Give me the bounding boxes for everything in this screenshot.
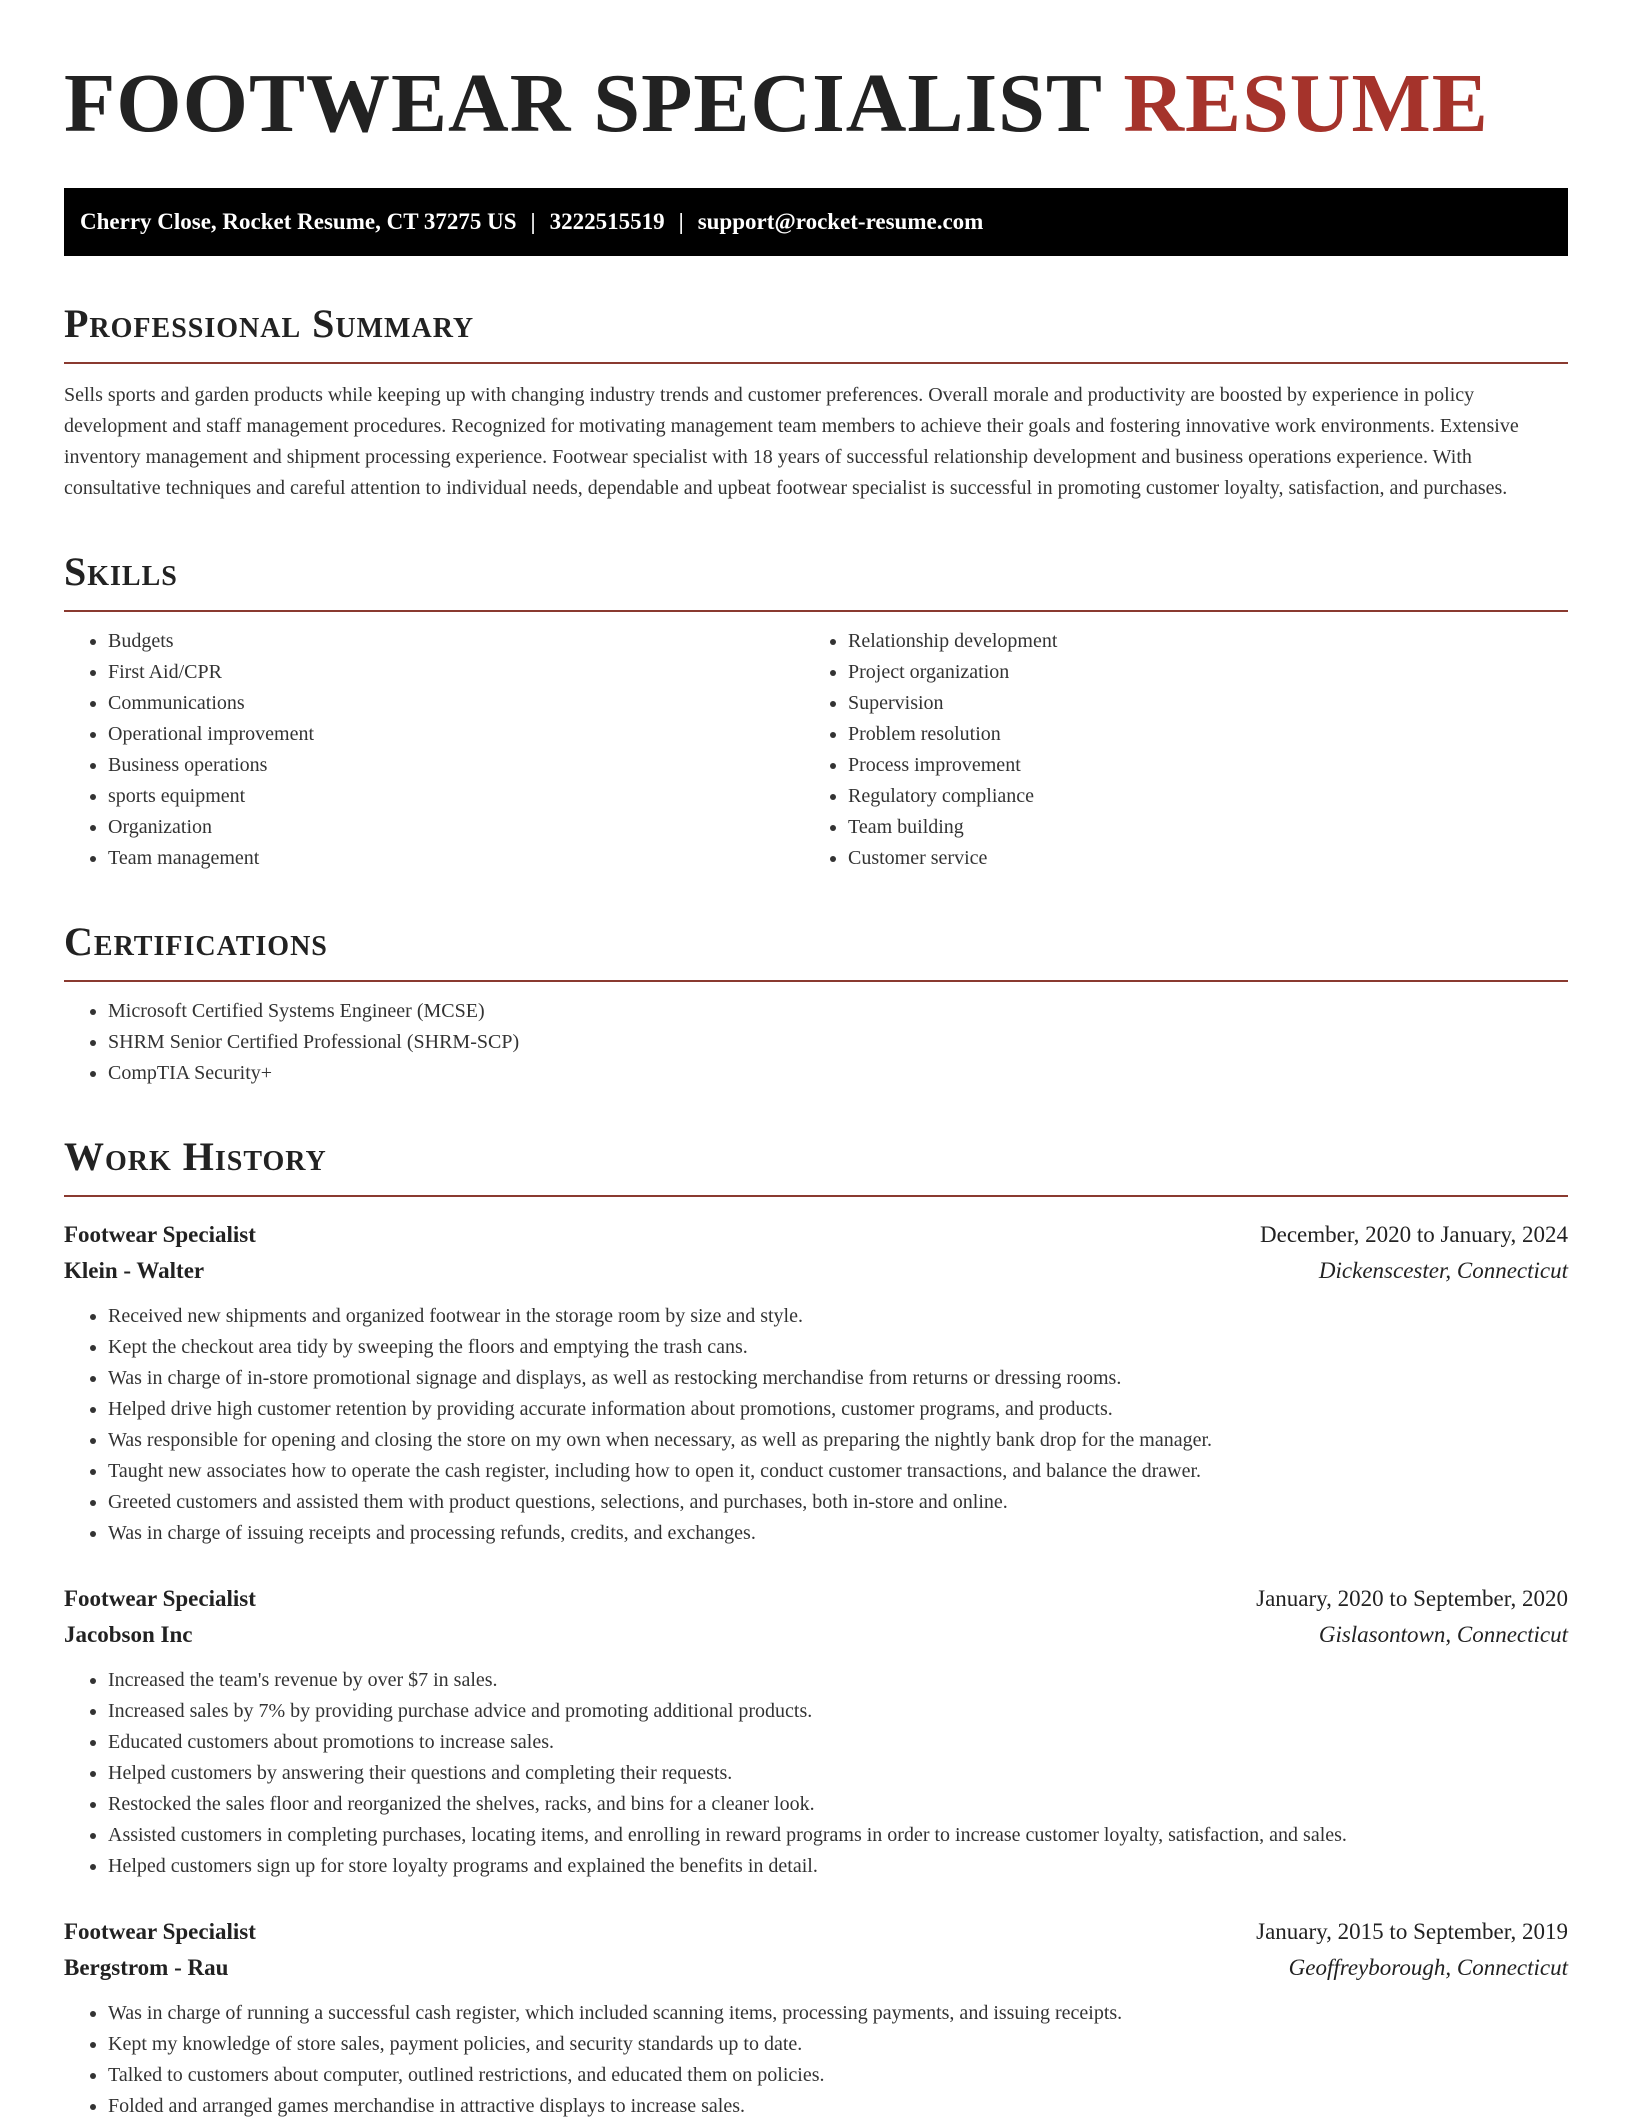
job-bullet: • Was in charge of running a successful cash register, which included scanning items, processing payments, and issuing receipts.: [108, 1998, 1568, 2029]
skill-item: • Team management: [108, 843, 804, 874]
certification-item: • SHRM Senior Certified Professional (SHRM-SCP): [108, 1027, 1568, 1058]
skill-item: • Team building: [848, 812, 1544, 843]
skill-item: • Business operations: [108, 750, 804, 781]
title-accent: RESUME: [1123, 57, 1489, 150]
job-company: Jacobson Inc: [64, 1622, 193, 1647]
job-subheader-row: [64, 1950, 1568, 1986]
skills-section: [64, 548, 1568, 874]
resume-title: [64, 56, 1568, 152]
skill-item: • Budgets: [108, 626, 804, 657]
job-bullets: [64, 1665, 1568, 1882]
skills-grid: [64, 626, 1568, 874]
job-bullet: • Increased the team's revenue by over $7 in sales.: [108, 1665, 1568, 1696]
job-header-row: [64, 1217, 1568, 1253]
job-company: Bergstrom - Rau: [64, 1955, 229, 1980]
job-bullet: • Folded and arranged games merchandise in attractive displays to increase sales.: [108, 2091, 1568, 2122]
job-title: Footwear Specialist: [64, 1222, 256, 1247]
job-bullet: • Restocked the sales floor and reorganized the shelves, racks, and bins for a cleaner look.: [108, 1789, 1568, 1820]
certification-item: • CompTIA Security+: [108, 1058, 1568, 1089]
contact-bar: [64, 188, 1568, 256]
skill-item: • Supervision: [848, 688, 1544, 719]
job-bullet: • Educated customers about promotions to increase sales.: [108, 1727, 1568, 1758]
section-heading: Professional Summary: [64, 300, 1568, 364]
job-bullet: • Received new shipments and organized footwear in the storage room by size and style.: [108, 1301, 1568, 1332]
job-subheader-row: [64, 1617, 1568, 1653]
skill-item: • Communications: [108, 688, 804, 719]
job-location: Geoffreyborough, Connecticut: [1288, 1955, 1568, 1980]
job-entry: [64, 1217, 1568, 1549]
job-bullet: • Increased sales by 7% by providing purchase advice and promoting additional products.: [108, 1696, 1568, 1727]
certification-item: • Microsoft Certified Systems Engineer (MCSE): [108, 996, 1568, 1027]
work-history-section: [64, 1133, 1568, 2122]
job-bullets: [64, 1998, 1568, 2122]
job-bullet: • Was responsible for opening and closing the store on my own when necessary, as well as preparing the nightly bank drop for the manager.: [108, 1425, 1568, 1456]
job-dates: December, 2020 to January, 2024: [1260, 1222, 1568, 1247]
job-bullet: • Was in charge of in-store promotional signage and displays, as well as restocking merchandise from returns or dressing rooms.: [108, 1363, 1568, 1394]
skill-item: • Project organization: [848, 657, 1544, 688]
contact-separator: |: [678, 209, 684, 234]
job-dates: January, 2020 to September, 2020: [1256, 1586, 1568, 1611]
job-bullets: [64, 1301, 1568, 1549]
contact-phone: 3222515519: [549, 209, 665, 234]
skill-item: • Regulatory compliance: [848, 781, 1544, 812]
skills-list-right: [804, 626, 1544, 874]
title-main: FOOTWEAR SPECIALIST: [64, 57, 1102, 150]
job-header-row: [64, 1581, 1568, 1617]
job-bullet: • Taught new associates how to operate the cash register, including how to open it, conduct customer transactions, and balance the drawer.: [108, 1456, 1568, 1487]
job-entry: [64, 1914, 1568, 2122]
skill-item: • Process improvement: [848, 750, 1544, 781]
professional-summary-section: [64, 300, 1568, 504]
skill-item: • Operational improvement: [108, 719, 804, 750]
job-bullet: • Helped drive high customer retention by providing accurate information about promotions, customer programs, and products.: [108, 1394, 1568, 1425]
skill-item: • Organization: [108, 812, 804, 843]
job-bullet: • Talked to customers about computer, outlined restrictions, and educated them on policies.: [108, 2060, 1568, 2091]
job-dates: January, 2015 to September, 2019: [1256, 1919, 1568, 1944]
job-header-row: [64, 1914, 1568, 1950]
job-title: Footwear Specialist: [64, 1919, 256, 1944]
job-bullet: • Was in charge of issuing receipts and processing refunds, credits, and exchanges.: [108, 1518, 1568, 1549]
job-bullet: • Helped customers sign up for store loyalty programs and explained the benefits in detail.: [108, 1851, 1568, 1882]
skills-list-left: [64, 626, 804, 874]
summary-text: Sells sports and garden products while keeping up with changing industry trends and customer preferences. Overall morale and productivity are boosted by experience in policy development and staff management procedures. Recognized for motivating management team members to achieve their goals and fostering innovative work environments. Extensive inventory management and shipment processing experience. Footwear specialist with 18 years of successful relationship development and business operations experience. With consultative techniques and careful attention to individual needs, dependable and upbeat footwear specialist is successful in promoting customer loyalty, satisfaction, and purchases.: [64, 384, 1519, 499]
job-title: Footwear Specialist: [64, 1586, 256, 1611]
contact-email: support@rocket-resume.com: [697, 209, 984, 234]
job-bullet: • Greeted customers and assisted them with product questions, selections, and purchases, both in-store and online.: [108, 1487, 1568, 1518]
job-location: Gislasontown, Connecticut: [1318, 1622, 1568, 1647]
certifications-list: [64, 996, 1568, 1089]
job-bullet: • Assisted customers in completing purchases, locating items, and enrolling in reward programs in order to increase customer loyalty, satisfaction, and sales.: [108, 1820, 1568, 1851]
job-subheader-row: [64, 1253, 1568, 1289]
job-location: Dickenscester, Connecticut: [1318, 1258, 1568, 1283]
skill-item: • First Aid/CPR: [108, 657, 804, 688]
contact-address: Cherry Close, Rocket Resume, CT 37275 US: [80, 209, 517, 234]
skill-item: • Customer service: [848, 843, 1544, 874]
skill-item: • Problem resolution: [848, 719, 1544, 750]
job-entry: [64, 1581, 1568, 1882]
job-bullet: • Kept the checkout area tidy by sweeping the floors and emptying the trash cans.: [108, 1332, 1568, 1363]
job-bullet: • Helped customers by answering their questions and completing their requests.: [108, 1758, 1568, 1789]
skill-item: • sports equipment: [108, 781, 804, 812]
section-heading: Skills: [64, 548, 1568, 612]
section-heading: Certifications: [64, 918, 1568, 982]
skill-item: • Relationship development: [848, 626, 1544, 657]
contact-separator: |: [530, 209, 536, 234]
job-company: Klein - Walter: [64, 1258, 205, 1283]
job-bullet: • Kept my knowledge of store sales, payment policies, and security standards up to date.: [108, 2029, 1568, 2060]
certifications-section: [64, 918, 1568, 1089]
section-heading: Work History: [64, 1133, 1568, 1197]
